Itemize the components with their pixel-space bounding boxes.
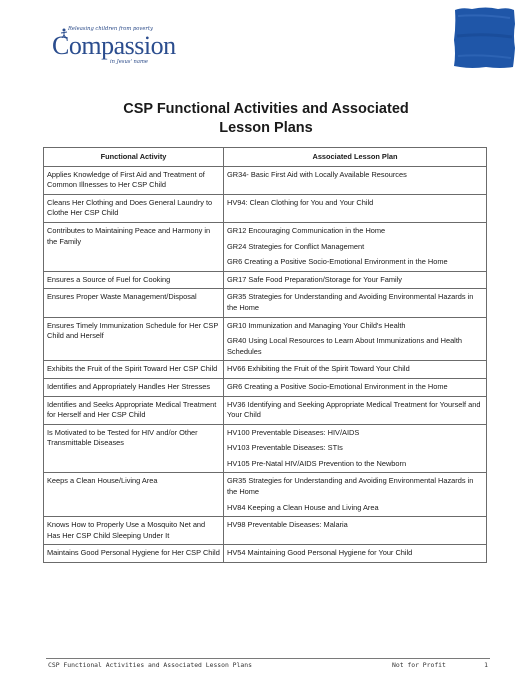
lesson-plan-cell <box>224 289 487 317</box>
table-row <box>44 317 487 361</box>
lesson-plan-cell <box>224 194 487 222</box>
lesson-plan-item: GR34- Basic First Aid with Locally Available Resources <box>227 169 407 179</box>
lesson-plan-cell <box>224 222 487 271</box>
lesson-plan-item: GR24 Strategies for Conflict Management <box>227 241 365 251</box>
logo-subtitle: in Jesus' name <box>110 59 148 65</box>
lesson-plan-item: HV98 Preventable Diseases: Malaria <box>227 520 348 530</box>
lesson-plan-item: HV94: Clean Clothing for You and Your Child <box>227 197 374 207</box>
footer-notice: Not for Profit <box>392 661 446 669</box>
lesson-plan-cell <box>224 361 487 379</box>
functional-activity-cell: Exhibits the Fruit of the Spirit Toward Her CSP Child <box>44 361 224 379</box>
page-title <box>0 100 532 138</box>
table-row <box>44 517 487 545</box>
header-functional-activity: Functional Activity <box>44 148 224 167</box>
lesson-plan-cell <box>224 317 487 361</box>
title-line: Lesson Plans <box>219 120 313 136</box>
page-footer <box>46 658 490 669</box>
functional-activity-cell: Applies Knowledge of First Aid and Treatment of Common Illnesses to Her CSP Child <box>44 166 224 194</box>
footer-document-title: CSP Functional Activities and Associated Lesson Plans <box>48 661 252 669</box>
functional-activity-cell: Cleans Her Clothing and Does General Laundry to Clothe Her CSP Child <box>44 194 224 222</box>
lesson-plan-item: GR10 Immunization and Managing Your Child's Health <box>227 320 406 330</box>
functional-activity-cell: Contributes to Maintaining Peace and Harmony in the Family <box>44 222 224 271</box>
lesson-plan-item: HV103 Preventable Diseases: STIs <box>227 443 343 453</box>
lesson-plan-cell <box>224 271 487 289</box>
logo-wordmark: Compassion <box>52 31 176 60</box>
functional-activity-cell: Is Motivated to be Tested for HIV and/or Other Transmittable Diseases <box>44 424 224 473</box>
lesson-plan-item: GR17 Safe Food Preparation/Storage for Your Family <box>227 274 403 284</box>
functional-activity-cell: Ensures a Source of Fuel for Cooking <box>44 271 224 289</box>
lesson-plan-table <box>43 147 487 563</box>
functional-activity-cell: Identifies and Seeks Appropriate Medical Treatment for Herself and Her CSP Child <box>44 396 224 424</box>
lesson-plan-item: HV66 Exhibiting the Fruit of the Spirit Toward Your Child <box>227 364 410 374</box>
logo-tagline: Releasing children from poverty <box>68 26 153 32</box>
lesson-plan-item: GR35 Strategies for Understanding and Avoiding Environmental Hazards in the Home <box>227 476 474 497</box>
table-row <box>44 473 487 517</box>
lesson-plan-cell <box>224 378 487 396</box>
lesson-plan-item: GR35 Strategies for Understanding and Avoiding Environmental Hazards in the Home <box>227 292 474 312</box>
table-row <box>44 361 487 379</box>
table-row <box>44 378 487 396</box>
functional-activity-cell: Keeps a Clean House/Living Area <box>44 473 224 517</box>
lesson-plan-item: HV105 Pre-Natal HIV/AIDS Prevention to the Newborn <box>227 458 407 468</box>
lesson-plan-cell <box>224 545 487 563</box>
lesson-plan-item: GR12 Encouraging Communication in the Home <box>227 225 386 235</box>
functional-activity-cell: Ensures Timely Immunization Schedule for Her CSP Child and Herself <box>44 317 224 361</box>
table-row <box>44 289 487 317</box>
lesson-plan-cell <box>224 396 487 424</box>
lesson-plan-cell <box>224 166 487 194</box>
table-row <box>44 166 487 194</box>
lesson-plan-item: GR6 Creating a Positive Socio-Emotional Environment in the Home <box>227 257 448 267</box>
functional-activity-cell: Ensures Proper Waste Management/Disposal <box>44 289 224 317</box>
table-row <box>44 194 487 222</box>
lesson-plan-cell <box>224 517 487 545</box>
functional-activity-cell: Knows How to Properly Use a Mosquito Net and Has Her CSP Child Sleeping Under It <box>44 517 224 545</box>
table-row <box>44 545 487 563</box>
lesson-plan-item: HV84 Keeping a Clean House and Living Area <box>227 502 379 512</box>
lesson-plan-item: HV54 Maintaining Good Personal Hygiene for Your Child <box>227 548 413 558</box>
lesson-plan-item: HV36 Identifying and Seeking Appropriate Medical Treatment for Yourself and Your Child <box>227 399 481 420</box>
lesson-plan-cell <box>224 424 487 473</box>
title-line: CSP Functional Activities and Associated <box>123 101 409 117</box>
table-row <box>44 396 487 424</box>
table-row <box>44 271 487 289</box>
header-associated-lesson-plan: Associated Lesson Plan <box>224 148 487 167</box>
lesson-plan-item: HV100 Preventable Diseases: HIV/AIDS <box>227 427 360 437</box>
compassion-logo <box>52 26 176 72</box>
functional-activity-cell: Identifies and Appropriately Handles Her Stresses <box>44 378 224 396</box>
table-row <box>44 222 487 271</box>
table-row <box>44 424 487 473</box>
footer-page-number: 1 <box>484 661 488 669</box>
blue-brush-square <box>452 6 516 70</box>
lesson-plan-item: GR6 Creating a Positive Socio-Emotional Environment in the Home <box>227 381 448 391</box>
table-header-row <box>44 148 487 167</box>
lesson-plan-cell <box>224 473 487 517</box>
table-body <box>44 166 487 562</box>
lesson-plan-item: GR40 Using Local Resources to Learn About Immunizations and Health Schedules <box>227 336 462 356</box>
functional-activity-cell: Maintains Good Personal Hygiene for Her CSP Child <box>44 545 224 563</box>
